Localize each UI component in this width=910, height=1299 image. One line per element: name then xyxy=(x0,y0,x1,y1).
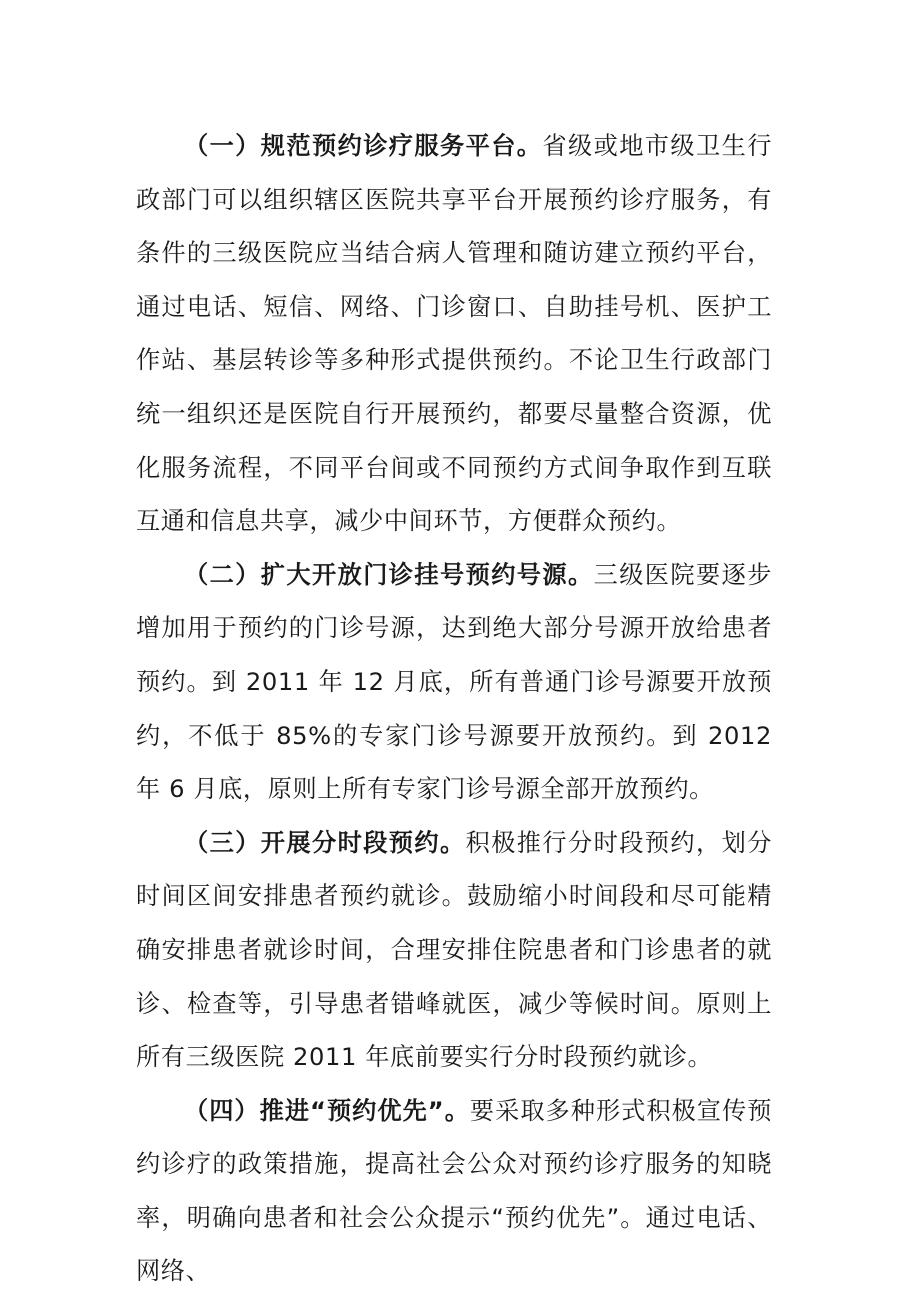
section-1-paragraph xyxy=(136,120,772,549)
section-3-body: 积极推行分时段预约，划分时间区间安排患者预约就诊。鼓励缩小时间段和尽可能精确安排患者就诊时间，合理安排住院患者和门诊患者的就诊、检查等，引导患者错峰就医，减少等候时间。原则上所有三级医院 2011 年底前要实行分时段预约就诊。 xyxy=(136,828,772,1072)
section-3-paragraph xyxy=(136,817,772,1085)
section-3-heading: （三）开展分时段预约。 xyxy=(184,828,466,857)
section-1-body: 省级或地市级卫生行政部门可以组织辖区医院共享平台开展预约诊疗服务，有条件的三级医院应当结合病人管理和随访建立预约平台，通过电话、短信、网络、门诊窗口、自助挂号机、医护工作站、基层转诊等多种形式提供预约。不论卫生行政部门统一组织还是医院自行开展预约，都要尽量整合资源，优化服务流程，不同平台间或不同预约方式间争取作到互联互通和信息共享，减少中间环节，方便群众预约。 xyxy=(136,132,772,536)
section-2-body: 三级医院要逐步增加用于预约的门诊号源，达到绝大部分号源开放给患者预约。到 2011 年 12 月底，所有普通门诊号源要开放预约，不低于 85%的专家门诊号源要开放预约。到 2012 年 6 月底，原则上所有专家门诊号源全部开放预约。 xyxy=(136,560,772,804)
section-4-heading: （四）推进“预约优先”。 xyxy=(184,1096,470,1125)
section-2-paragraph xyxy=(136,549,772,817)
document-page xyxy=(136,120,772,1299)
section-4-body: 要采取多种形式积极宣传预约诊疗的政策措施，提高社会公众对预约诊疗服务的知晓率，明确向患者和社会公众提示“预约优先”。通过电话、网络、 xyxy=(136,1096,772,1286)
section-4-paragraph xyxy=(136,1085,772,1299)
section-1-heading: （一）规范预约诊疗服务平台。 xyxy=(184,132,543,160)
section-2-heading: （二）扩大开放门诊挂号预约号源。 xyxy=(184,560,594,589)
